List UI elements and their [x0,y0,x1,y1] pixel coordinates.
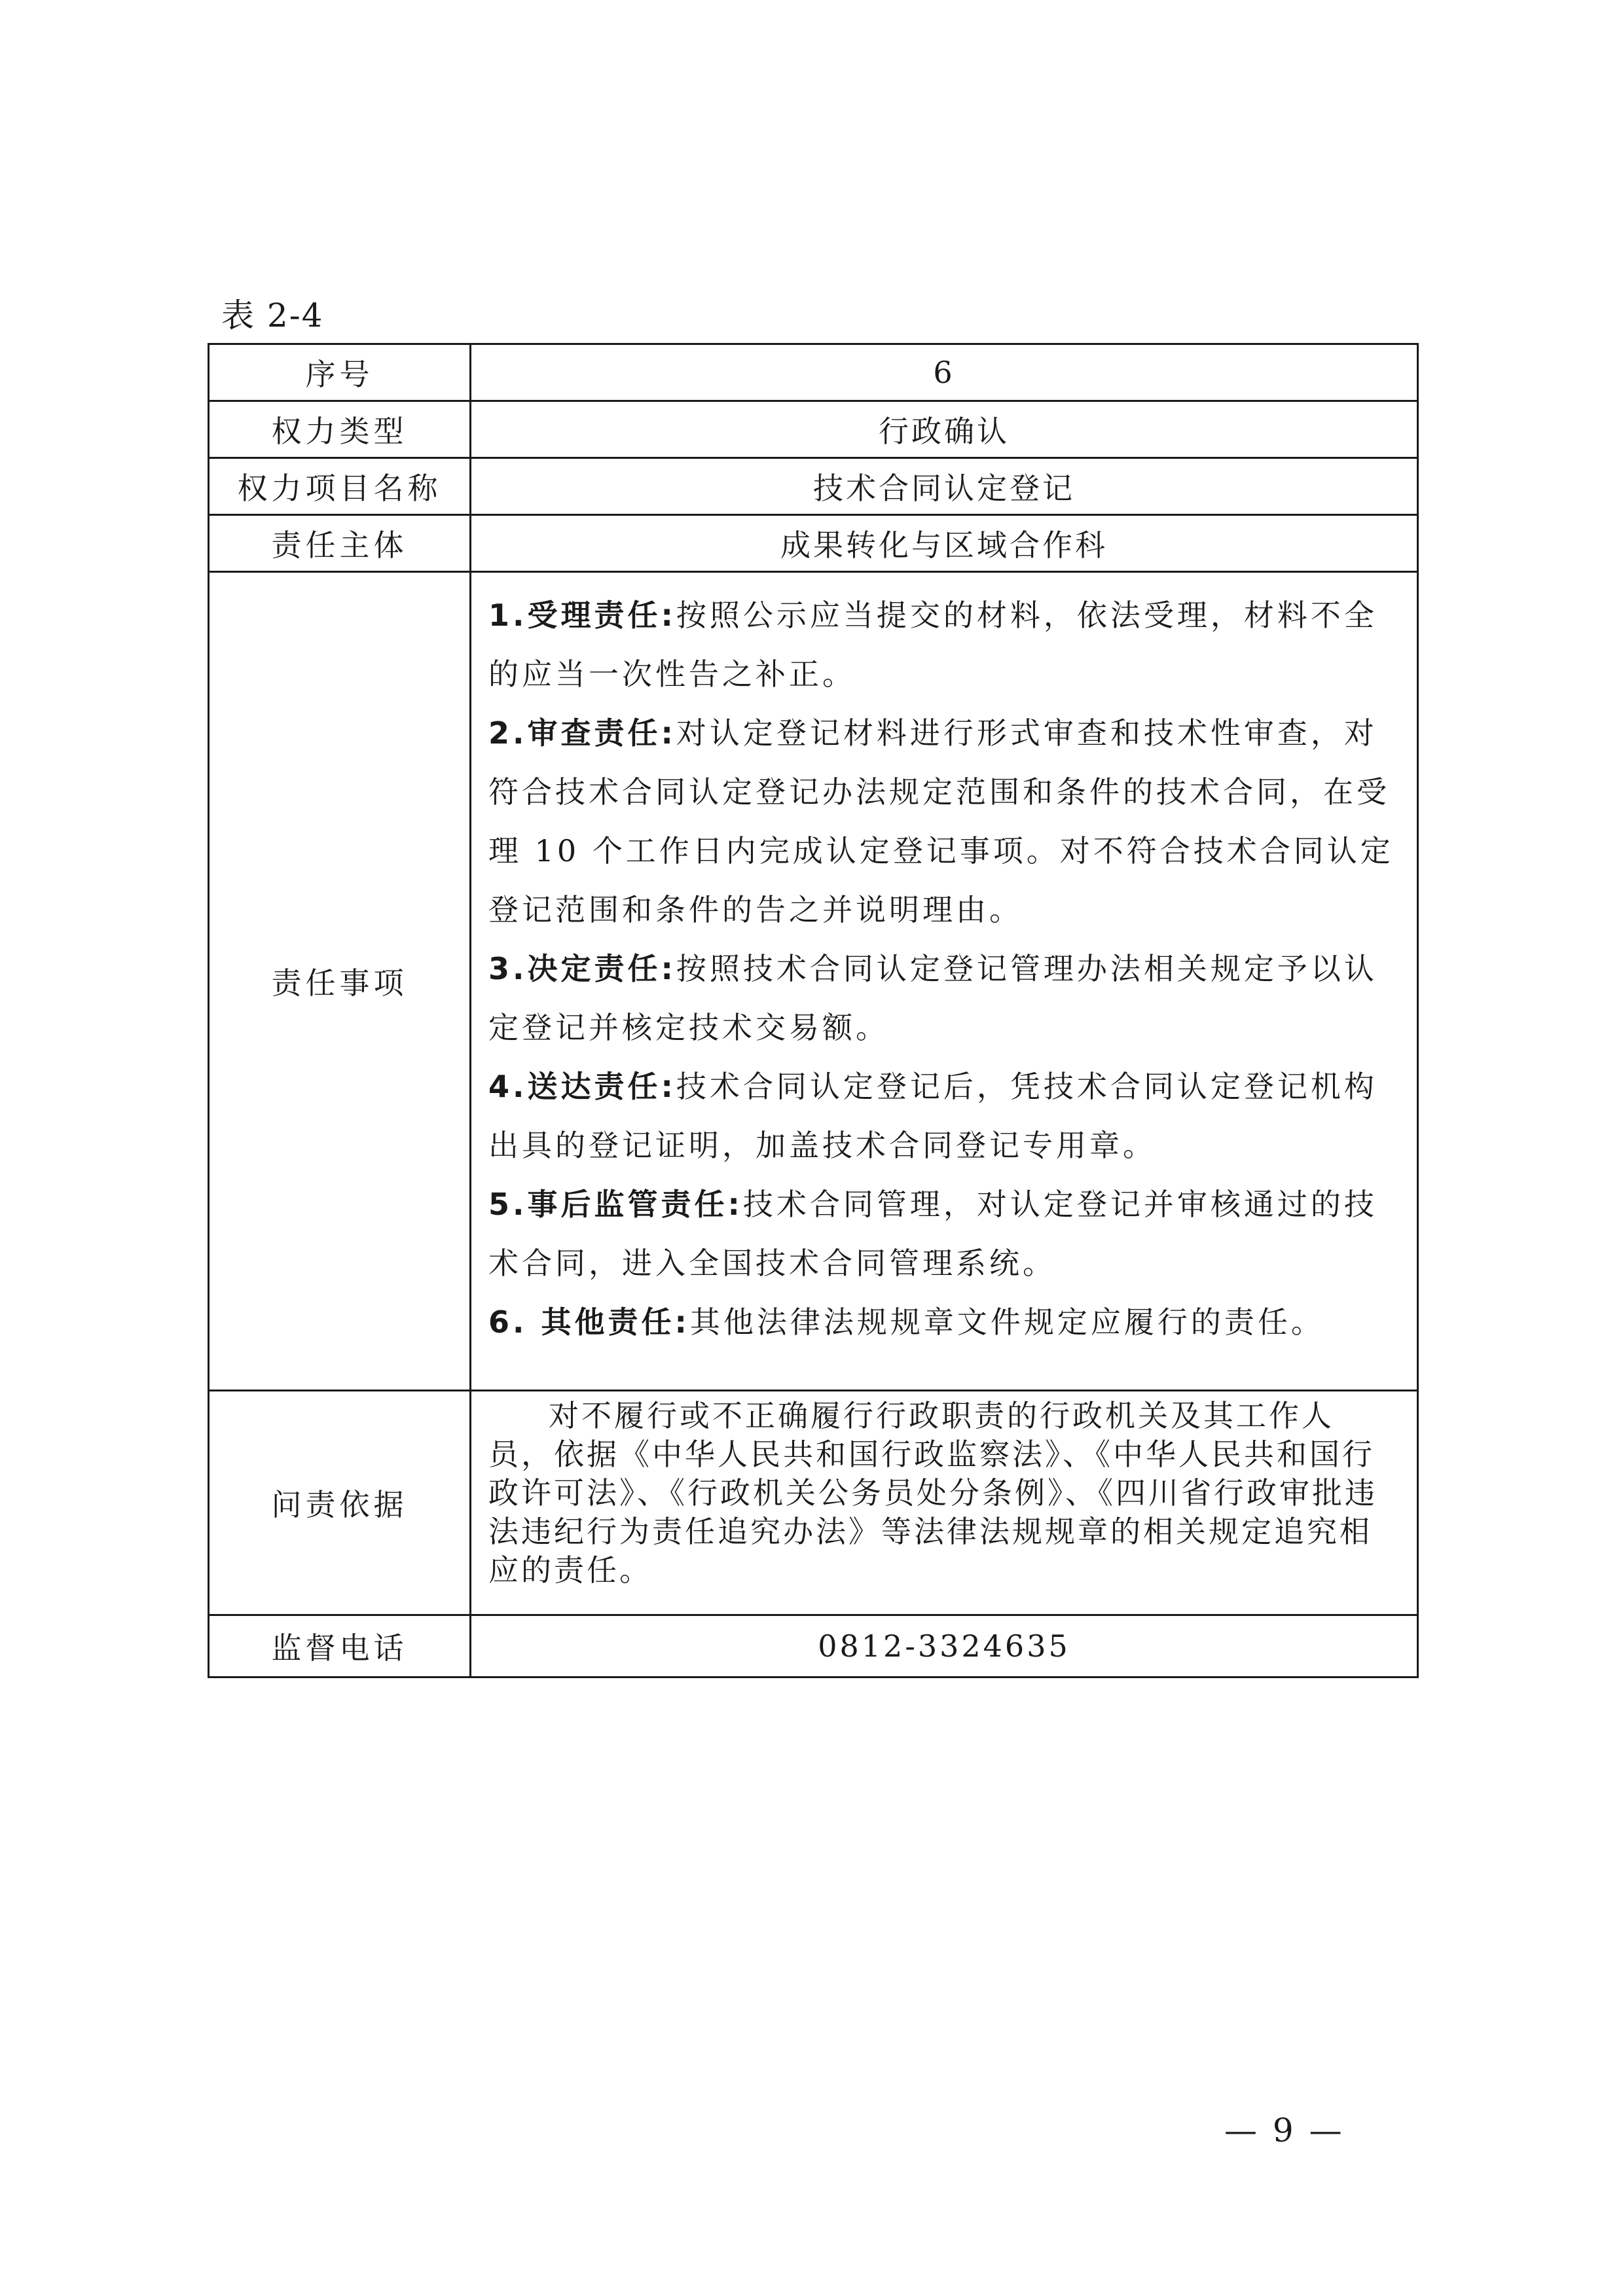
duty-item [488,704,1395,939]
table-row-phone [209,1615,1418,1677]
row-value-phone: 0812-3324635 [471,1615,1418,1677]
table-row-duties [209,572,1418,1391]
duty-item [488,1057,1395,1175]
table-row-basis [209,1391,1418,1615]
duty-item [488,1293,1395,1352]
table-row-seq [209,344,1418,401]
duty-item-text: 技术合同认定登记后，凭技术合同认定登记机构出具的登记证明，加盖技术合同登记专用章。 [488,1069,1377,1163]
duty-item [488,586,1395,704]
table-row-subject [209,515,1418,572]
table-row-power-type [209,401,1418,458]
duty-items-cell [471,572,1418,1391]
duty-item-title: 5.事后监管责任: [488,1187,743,1222]
duty-item-text: 技术合同管理，对认定登记并审核通过的技术合同，进入全国技术合同管理系统。 [488,1187,1377,1281]
duty-item-title: 2.审查责任: [488,715,676,751]
duty-item [488,939,1395,1057]
basis-cell [471,1391,1418,1615]
row-value-power-type: 行政确认 [471,401,1418,458]
duty-item-text: 按照公示应当提交的材料，依法受理，材料不全的应当一次性告之补正。 [488,598,1377,692]
row-label-phone: 监督电话 [209,1615,471,1677]
row-value-item-name: 技术合同认定登记 [471,458,1418,515]
row-label-seq: 序号 [209,344,471,401]
duty-item-title: 4.送达责任: [488,1069,676,1104]
row-label-duties: 责任事项 [209,572,471,1391]
duty-item-title: 6. 其他责任: [488,1304,690,1340]
duty-item-text: 其他法律法规规章文件规定应履行的责任。 [689,1304,1324,1340]
row-label-power-type: 权力类型 [209,401,471,458]
duty-item-text: 对认定登记材料进行形式审查和技术性审查，对符合技术合同认定登记办法规定范围和条件的技术合同，在受理 10 个工作日内完成认定登记事项。对不符合技术合同认定登记范围和条件的告之并说明理由。 [488,715,1394,927]
basis-text: 对不履行或不正确履行行政职责的行政机关及其工作人员，依据《中华人民共和国行政监察法》、《中华人民共和国行政许可法》、《行政机关公务员处分条例》、《四川省行政审批违法违纪行为责任追究办法》等法律法规规章的相关规定追究相应的责任。 [488,1398,1377,1588]
row-label-subject: 责任主体 [209,515,471,572]
row-label-item-name: 权力项目名称 [209,458,471,515]
duty-item-text: 按照技术合同认定登记管理办法相关规定予以认定登记并核定技术交易额。 [488,951,1377,1045]
table-caption: 表 2-4 [221,296,324,334]
duty-item [488,1175,1395,1293]
responsibility-table [208,343,1419,1678]
page-number: — 9 — [1224,2111,1345,2149]
row-value-seq: 6 [471,344,1418,401]
duty-item-title: 1.受理责任: [488,598,676,633]
duty-item-title: 3.决定责任: [488,951,676,986]
row-label-basis: 问责依据 [209,1391,471,1615]
row-value-subject: 成果转化与区域合作科 [471,515,1418,572]
table-row-item-name [209,458,1418,515]
